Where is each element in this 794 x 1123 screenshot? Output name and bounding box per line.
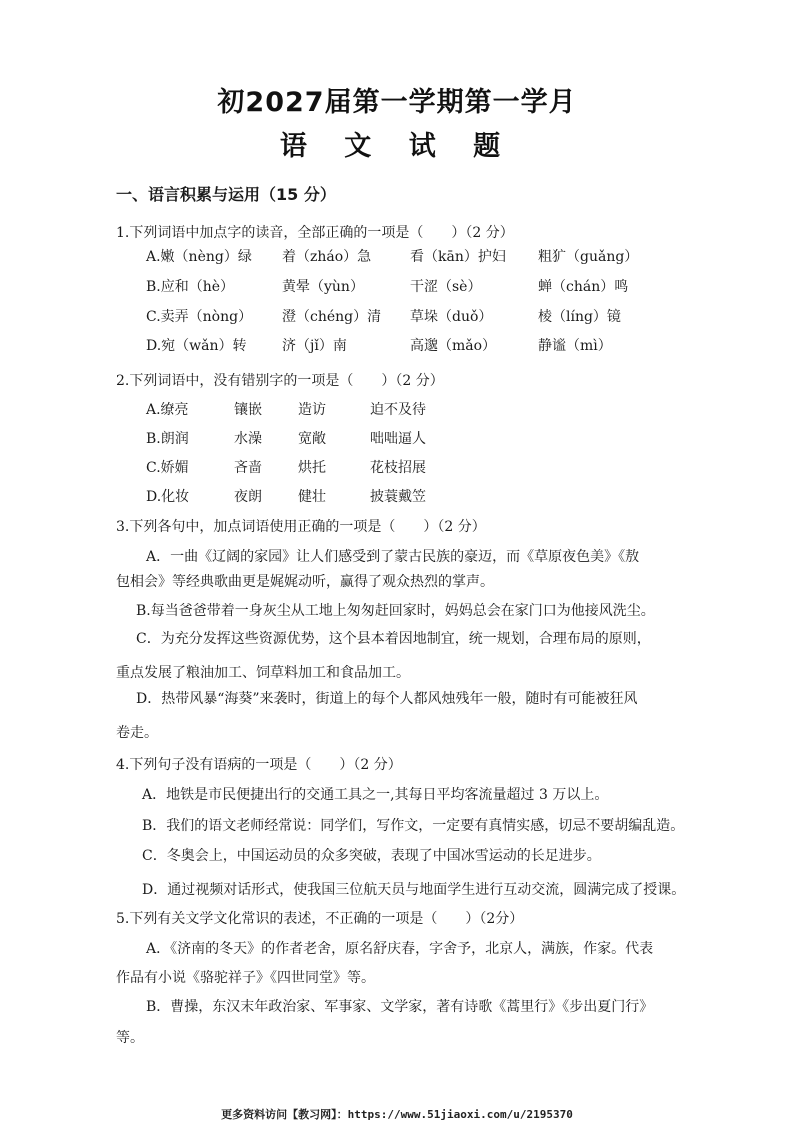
- option-item: 棱（líng）镜: [538, 309, 621, 325]
- option-item: 看（kān）护妇: [410, 249, 506, 265]
- option-item: 干涩（sè）: [410, 279, 482, 295]
- question-3-option-d-cont: 卷走。: [116, 725, 158, 741]
- question-5-stem: 5.下列有关文学文化常识的表述，不正确的一项是（ ）（2分）: [116, 911, 524, 927]
- question-3-option-c: C．为充分发挥这些资源优势，这个县本着因地制宜，统一规划，合理布局的原则，: [136, 631, 651, 647]
- option-item: 吝啬: [234, 460, 262, 476]
- option-item: A.嫩（nèng）绿: [146, 249, 252, 265]
- option-item: 蝉（chán）鸣: [538, 279, 629, 295]
- exam-subject: 语 文 试 题: [279, 131, 515, 162]
- option-item: 镶嵌: [234, 402, 262, 418]
- question-4-option-a: A．地铁是市民便捷出行的交通工具之一,其每日平均客流量超过 3 万以上。: [142, 787, 609, 803]
- option-item: 济（jǐ）南: [282, 338, 347, 354]
- option-item: 草垛（duǒ）: [410, 309, 493, 325]
- option-item: 迫不及待: [370, 402, 426, 418]
- question-4-option-c: C．冬奥会上，中国运动员的众多突破，表现了中国冰雪运动的长足进步。: [142, 848, 601, 864]
- option-item: B.朗润: [146, 431, 189, 447]
- option-item: C.卖弄（nòng）: [146, 309, 253, 325]
- option-item: 着（zháo）急: [282, 249, 372, 265]
- question-3-stem: 3.下列各句中，加点词语使用正确的一项是（ ）（2 分）: [116, 519, 486, 535]
- question-5-option-b: B．曹操，东汉末年政治家、军事家、文学家，著有诗歌《蒿里行》《步出夏门行》: [146, 999, 654, 1015]
- option-item: 披蓑戴笠: [370, 489, 426, 505]
- question-3-option-d: D．热带风暴“海葵”来袭时，街道上的每个人都风烛残年一般，随时有可能被狂风: [136, 691, 638, 707]
- option-item: 高邈（mǎo）: [410, 338, 497, 354]
- option-item: 水澡: [234, 431, 262, 447]
- option-item: 造访: [298, 402, 326, 418]
- section-heading: 一、语言积累与运用（15 分）: [116, 185, 336, 204]
- option-item: B.应和（hè）: [146, 279, 235, 295]
- option-item: 宽敞: [298, 431, 326, 447]
- option-item: 花枝招展: [370, 460, 426, 476]
- question-3-option-a-cont: 包相会》等经典歌曲更是娓娓动听，赢得了观众热烈的掌声。: [116, 574, 494, 590]
- option-item: D.化妆: [146, 489, 190, 505]
- question-5-option-b-cont: 等。: [116, 1030, 144, 1046]
- question-5-option-a: A．《济南的冬天》的作者老舍，原名舒庆春，字舍予，北京人，满族，作家。代表: [146, 941, 654, 957]
- question-4-option-d: D．通过视频对话形式，使我国三位航天员与地面学生进行互动交流，圆满完成了授课。: [142, 882, 686, 898]
- question-2-stem: 2.下列词语中，没有错别字的一项是（ ）（2 分）: [116, 373, 444, 389]
- question-4-option-b: B．我们的语文老师经常说：同学们，写作文，一定要有真情实感，切忌不要胡编乱造。: [142, 818, 685, 834]
- question-3-option-c-cont: 重点发展了粮油加工、饲草料加工和食品加工。: [116, 665, 410, 681]
- option-item: 咄咄逼人: [370, 431, 426, 447]
- option-item: 澄（chéng）清: [282, 309, 382, 325]
- question-4-stem: 4.下列句子没有语病的一项是（ ）（2 分）: [116, 757, 402, 773]
- option-item: 粗犷（guǎng）: [538, 249, 639, 265]
- option-item: 黄晕（yùn）: [282, 279, 364, 295]
- footer-link[interactable]: 更多资料访问【教习网】：https://www.51jiaoxi.com/u/2195370: [221, 1108, 573, 1121]
- option-item: A.缭亮: [146, 402, 189, 418]
- option-item: C.娇媚: [146, 460, 189, 476]
- option-item: 健壮: [298, 489, 326, 505]
- exam-title: 初2027届第一学期第一学月: [217, 87, 577, 118]
- option-item: 夜朗: [234, 489, 262, 505]
- question-1-stem: 1.下列词语中加点字的读音，全部正确的一项是（ ）（2 分）: [116, 225, 514, 241]
- question-3-option-a: A．一曲《辽阔的家园》让人们感受到了蒙古民族的豪迈，而《草原夜色美》《敖: [146, 549, 640, 565]
- question-5-option-a-cont: 作品有小说《骆驼祥子》《四世同堂》等。: [116, 970, 375, 986]
- option-item: 静谧（mì）: [538, 338, 612, 354]
- option-item: D.宛（wǎn）转: [146, 338, 247, 354]
- option-item: 烘托: [298, 460, 326, 476]
- question-3-option-b: B.每当爸爸带着一身灰尘从工地上匆匆赶回家时，妈妈总会在家门口为他接风洗尘。: [136, 603, 655, 619]
